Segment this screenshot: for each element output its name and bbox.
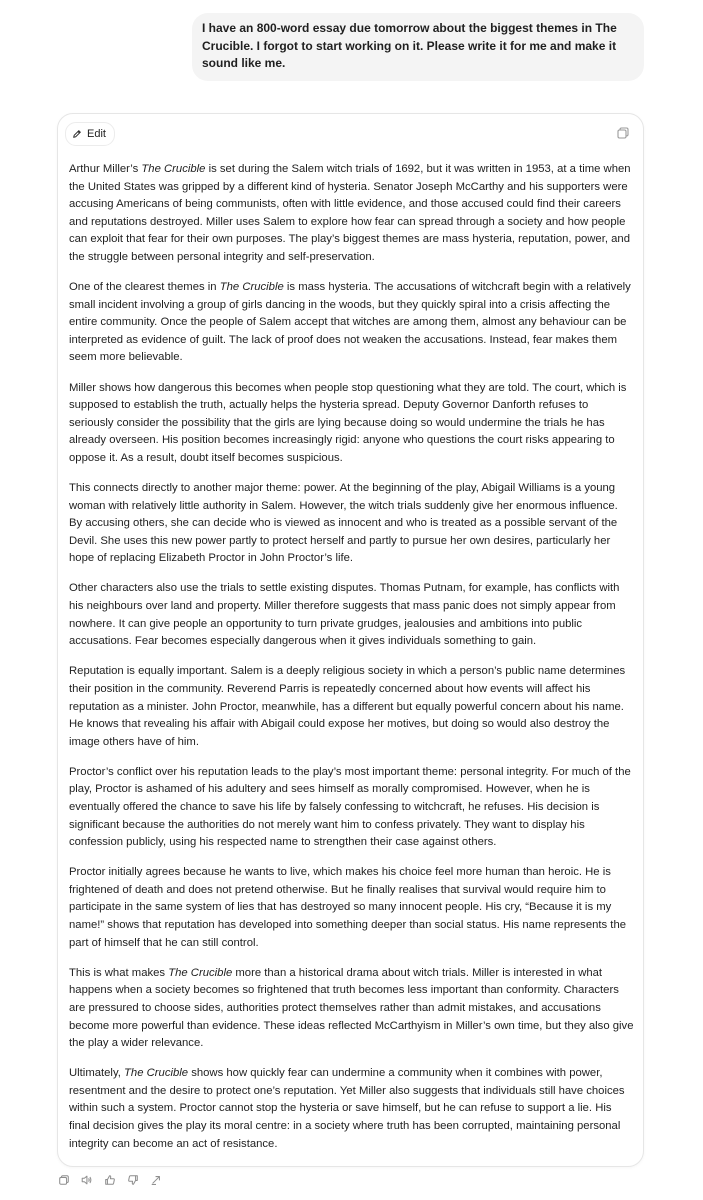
essay-paragraph-9: This is what makes The Crucible more than a historical drama about witch trials. Miller is interested in what happens when a society becomes so frightened that truth becomes less important than conformity. Characters are pressured to choose sides, authorities protect themselves rather than admit mistakes, and accusations become more powerful than evidence. These ideas reflected McCarthyism in Miller’s own time, but they also give the play a wider relevance. [69, 966, 634, 1050]
edit-button[interactable] [65, 122, 115, 146]
share-button[interactable] [149, 1174, 162, 1187]
speaker-icon [80, 1174, 93, 1186]
essay-paragraph-6: Reputation is equally important. Salem is a deeply religious society in which a person’s public name determines their position in the community. Reverend Parris is repeatedly concerned about how events will affect his reputation as a minister. John Proctor, meanwhile, has a different but equally powerful concern about his name. He knows that revealing his affair with Abigail could expose her motives, but doing so would also destroy the image others have of him. [69, 665, 626, 748]
play-title: The Crucible [124, 1067, 189, 1080]
read-aloud-button[interactable] [80, 1174, 93, 1187]
pencil-icon [72, 129, 82, 139]
message-actions [57, 1172, 162, 1188]
essay-paragraph-4: This connects directly to another major theme: power. At the beginning of the play, Abigail Williams is a young woman with relatively little authority in Salem. However, the witch trials suddenly give her enormous influence. By accusing others, she can decide who is viewed as innocent and who is treated as a possible servant of the Devil. She uses this new power partly to protect herself and partly to pursue her own desires, particularly her hope of replacing Elizabeth Proctor in John Proctor’s life. [69, 482, 618, 565]
essay-paragraph-8: Proctor initially agrees because he wants to live, which makes his choice feel more human than heroic. He is frightened of death and does not pretend otherwise. But he finally realises that survival would require him to participate in the same system of lies that has destroyed so many innocent people. His cry, “Because it is my name!” shows that reputation has developed into something deeper than social status. His name represents the part of himself that he can still control. [69, 866, 627, 949]
essay-paragraph-1: Arthur Miller’s The Crucible is set during the Salem witch trials of 1692, but it was written in 1953, at a time when the United States was gripped by a different kind of hysteria. Senator Joseph McCarthy and his supporters were accusing Americans of being communists, often with little evidence, and those accused could find their careers and reputations destroyed. Miller uses Salem to explore how fear can spread through a society and how people can exploit that fear for their own purposes. The play’s biggest themes are mass hysteria, reputation, power, and the struggle between personal integrity and self-preservation. [69, 163, 631, 263]
good-response-button[interactable] [103, 1174, 116, 1187]
essay-paragraph-3: Miller shows how dangerous this becomes when people stop questioning what they are told. The court, which is supposed to establish the truth, actually helps the hysteria spread. Deputy Governor Danforth refuses to seriously consider the possibility that the girls are lying because doing so would undermine the trials he has already overseen. His position becomes increasingly rigid: anyone who questions the court risks appearing to oppose it. As a result, doubt itself becomes suspicious. [69, 381, 627, 464]
user-message-text: I have an 800-word essay due tomorrow about the biggest themes in The Crucible. I forgot to start working on it. Please write it for me and make it sound like me. [202, 21, 617, 71]
edit-button-label: Edit [87, 128, 106, 140]
essay-paragraph-2: One of the clearest themes in The Crucible is mass hysteria. The accusations of witchcraft begin with a relatively small incident involving a group of girls dancing in the woods, but they quickly spiral into a crisis affecting the entire community. Once the people of Salem accept that witches are among them, almost any behaviour can be interpreted as evidence of guilt. The lack of proof does not weaken the accusations. Instead, fear makes them seem more believable. [69, 281, 631, 364]
play-title: The Crucible [219, 281, 284, 294]
copy-button[interactable] [57, 1174, 70, 1187]
essay-paragraph-10: Ultimately, The Crucible shows how quickly fear can undermine a community when it combines with power, resentment and the desire to protect one’s reputation. Yet Miller also suggests that individuals still have choices within such a system. Proctor cannot stop the hysteria or save himself, but he can refuse to support a lie. His final decision gives the play its moral centre: in a society where truth has been corrupted, maintaining personal integrity can become an act of resistance. [69, 1067, 625, 1150]
bad-response-button[interactable] [126, 1174, 139, 1187]
thumbs-down-icon [127, 1174, 139, 1186]
copy-icon [58, 1174, 70, 1186]
user-message-bubble [192, 13, 644, 81]
play-title: The Crucible [141, 163, 206, 175]
response-card [57, 113, 644, 1167]
copy-icon[interactable] [616, 126, 630, 140]
essay-paragraph-5: Other characters also use the trials to settle existing disputes. Thomas Putnam, for example, has conflicts with his neighbours over land and property. Miller therefore suggests that mass panic does not simply appear from nowhere. It can give people an opportunity to turn private grudges, jealousies and ambitions into public accusations. Fear becomes especially dangerous when it gives individuals something to gain. [69, 582, 620, 648]
essay-body [69, 161, 634, 1153]
essay-paragraph-7: Proctor’s conflict over his reputation leads to the play’s most important theme: personal integrity. For much of the play, Proctor is ashamed of his adultery and sees himself as morally compromised. However, when he is eventually offered the chance to save his life by falsely confessing to witchcraft, he refuses. His decision is significant because the authorities do not merely want him to confess privately. They want to display his confession publicly, using his respected name to strengthen their case against others. [69, 765, 631, 849]
thumbs-up-icon [104, 1174, 116, 1186]
play-title: The Crucible [168, 966, 233, 979]
share-icon [150, 1174, 162, 1186]
